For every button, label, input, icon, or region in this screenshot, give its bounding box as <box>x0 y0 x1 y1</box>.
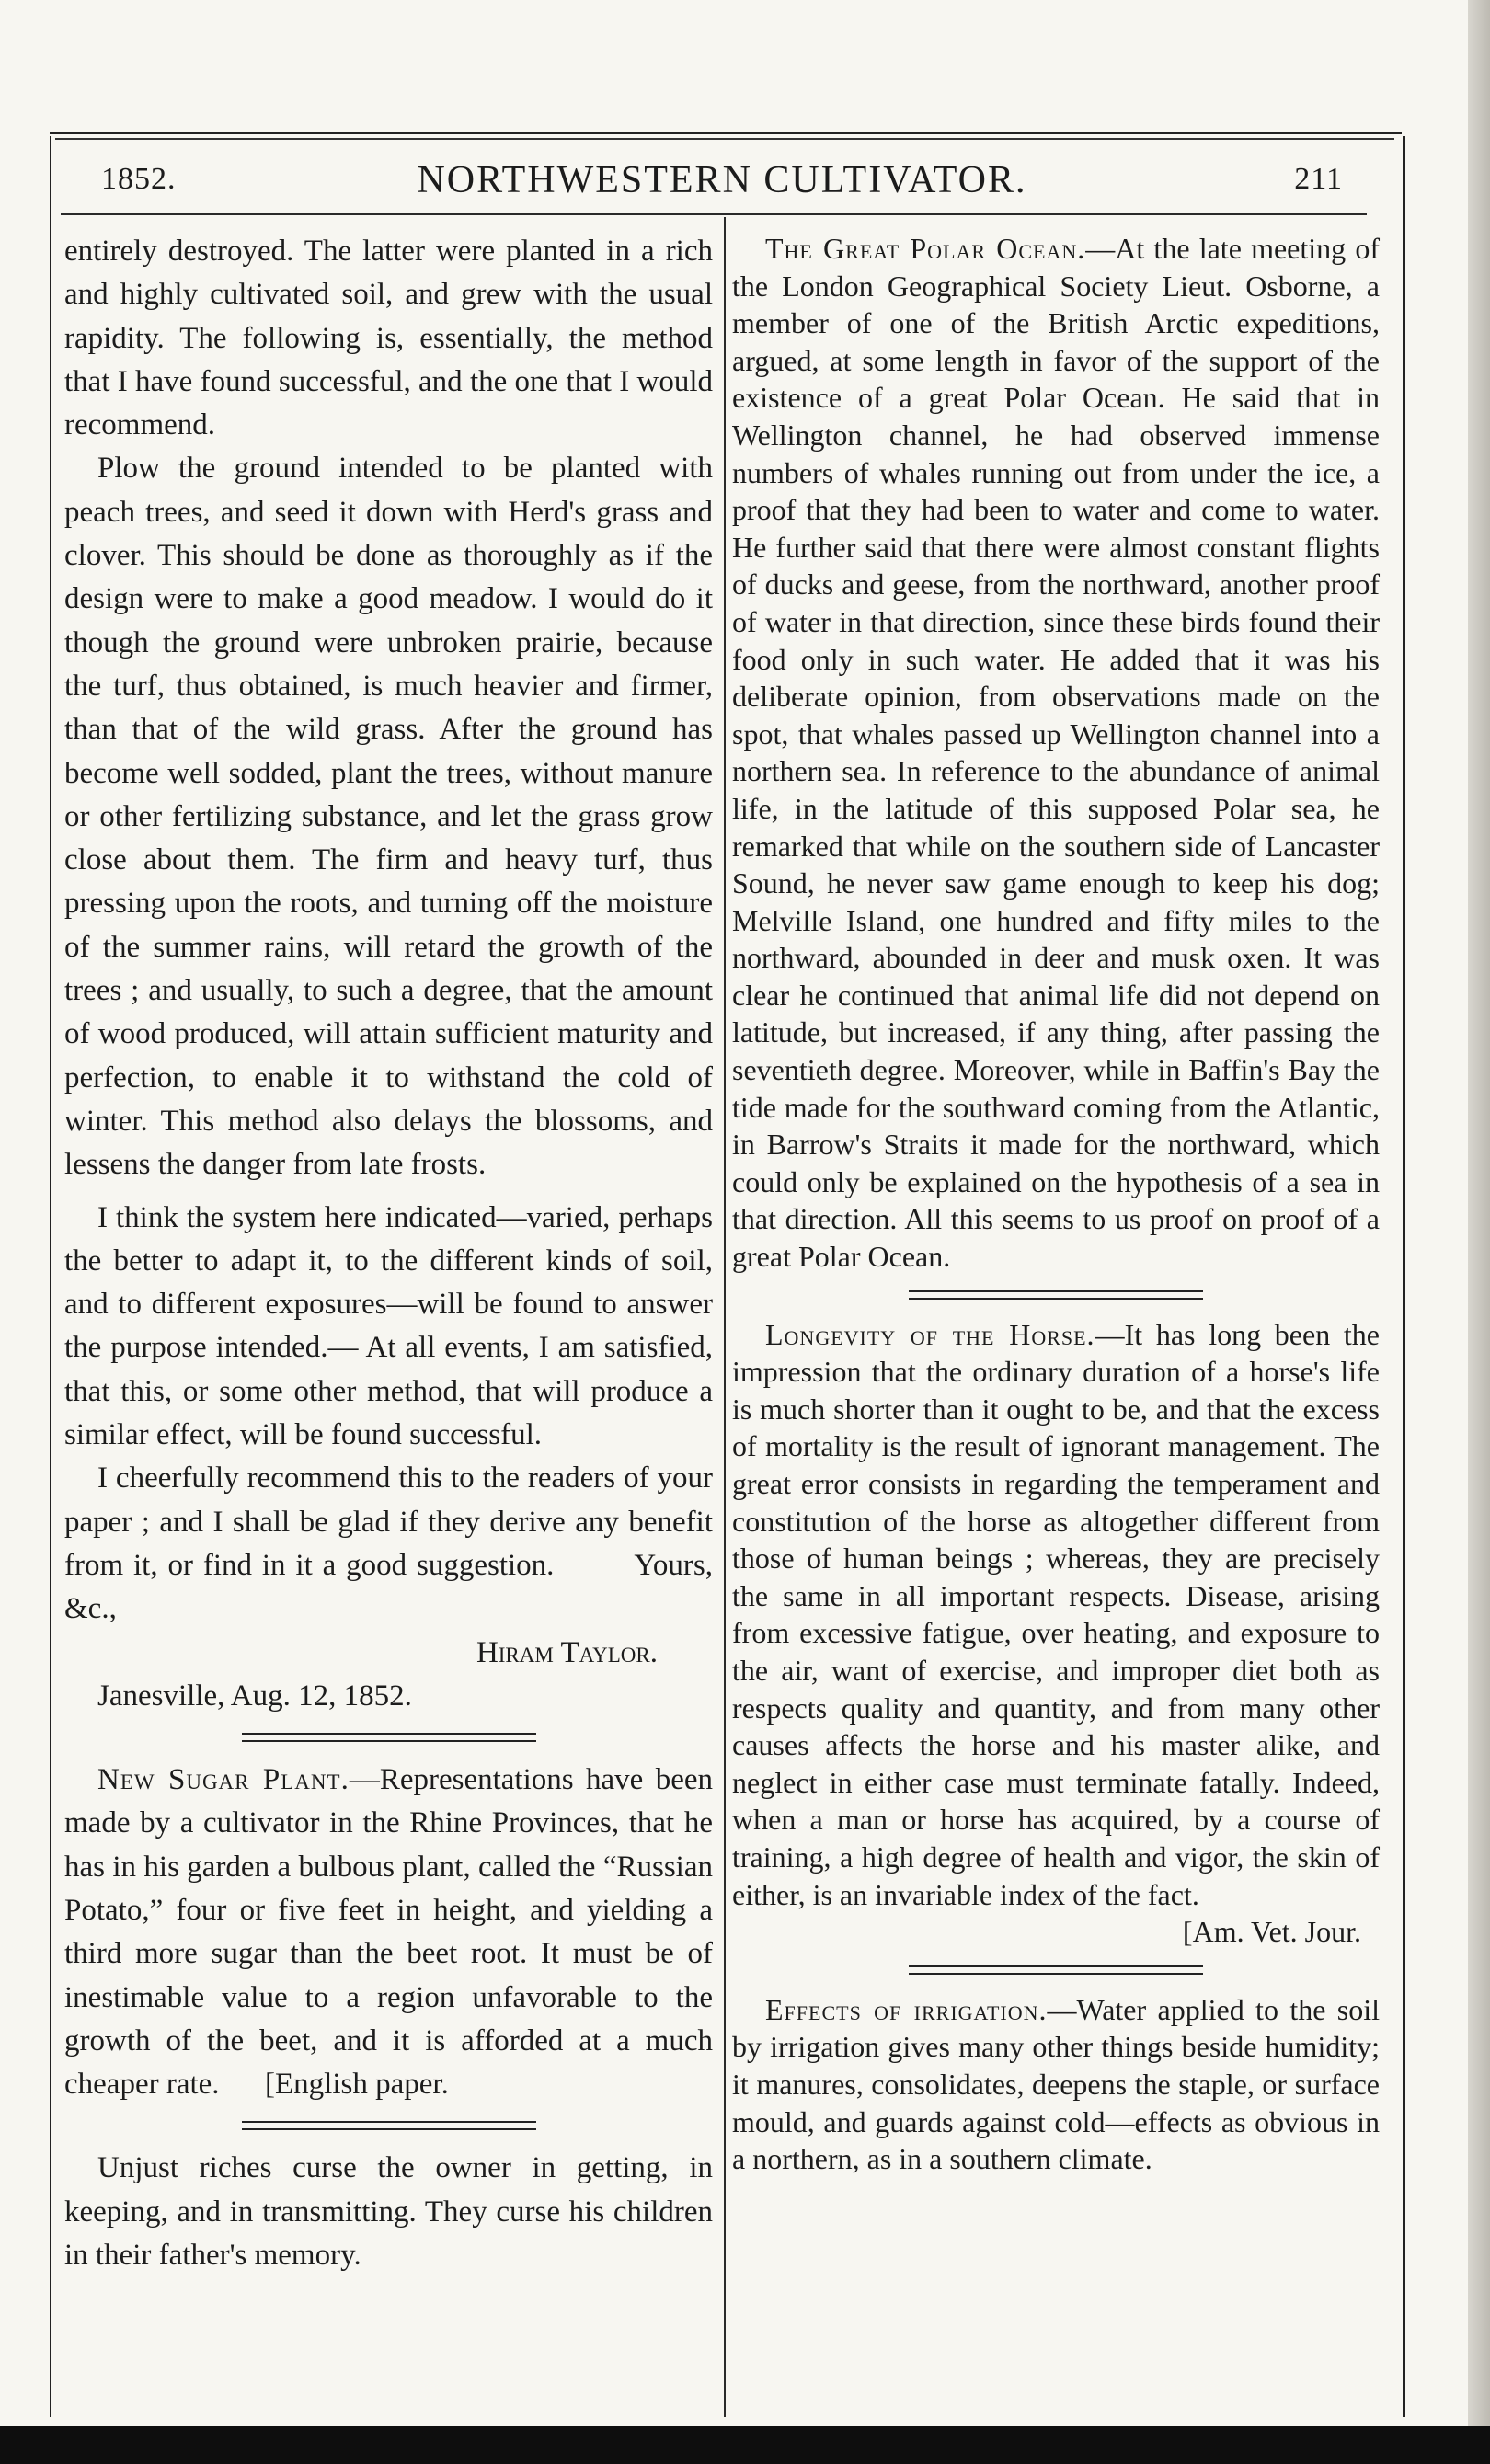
article-heading: Effects of irrigation. <box>765 1992 1048 2026</box>
citation: [English paper. <box>265 2068 449 2102</box>
masthead <box>64 155 1380 206</box>
masthead-title: NORTHWESTERN CULTIVATOR. <box>417 159 1027 201</box>
paragraph: entirely destroyed. The latter were planted in a rich and highly cultivated soil, and grew with the usual rapidity. The following is, essentially, the method that I have found successful, and the one that I would recommend. <box>64 235 713 442</box>
paragraph: Plow the ground intended to be planted with peach trees, and seed it down with Herd's grass and clover. This should be done as thoroughly as if the design were to make a good meadow. I would do it though the ground were unbroken prairie, because the turf, thus obtained, is much heavier and firmer, than that of the wild grass. After the ground has become well sodded, plant the trees, without manure or other fertilizing substance, and let the grass grow close about them. The firm and heavy turf, thus pressing upon the roots, and turning off the moisture of the summer rains, will retard the growth of the trees ; and usually, to such a degree, that the amount of wood produced, will attain sufficient maturity and perfection, to enable it to withstand the cold of winter. This method also delays the blossoms, and lessens the danger from late frosts. <box>64 452 713 1182</box>
top-rule <box>50 132 1402 134</box>
left-column <box>64 230 713 2277</box>
paragraph-text: I cheerfully recommend this to the readers of your paper ; and I shall be glad if they derive any benefit from it, or find in it a good suggestion. <box>64 1461 713 1582</box>
article-body: —Water applied to the soil by irrigation gives many other things beside humidity; it manures, consolidates, deepens the staple, or surface mould, and guards against cold—effects as obvious in a northern, as in a southern climate. <box>732 1992 1381 2176</box>
scan-border <box>0 2426 1490 2464</box>
section-ornament <box>732 1960 1380 1978</box>
masthead-year: 1852. <box>101 162 177 196</box>
paragraph: I think the system here indicated—varied, perhaps the better to adapt it, to the different kinds of soil, and to different exposures—will be found to answer the purpose intended.— At all events, I am satisfied, that this, or some other method, that will produce a similar effect, will be found successful. <box>64 1200 713 1452</box>
dateline: Janesville, Aug. 12, 1852. <box>97 1679 412 1713</box>
section-ornament <box>64 1727 713 1746</box>
paragraph: Unjust riches curse the owner in getting, in keeping, and in transmitting. They curse his children in their father's memory. <box>64 2151 713 2273</box>
page-edge <box>1468 0 1490 2464</box>
article-sugar-plant <box>64 1759 713 2106</box>
section-ornament <box>732 1285 1380 1303</box>
article-heading: Longevity of the Horse. <box>765 1317 1095 1351</box>
article-body: —It has long been the impression that the ordinary duration of a horse's life is much shorter than it ought to be, and that the excess of mortality is the result of ignorant management. The great error consists in regarding the temperament and constitution of the horse as altogether different from those of human beings ; whereas, they are precisely the same in all important respects. Disease, arising from excessive fatigue, over heating, and exposure to the air, want of exercise, and improper diet both as respects quality and quantity, and from many other causes affects the horse and his master alike, and neglect in either case must terminate fatally. Indeed, when a man or horse has acquired, by a course of training, a high degree of health and vigor, the skin of either, is an invariable index of the fact. <box>732 1317 1381 1911</box>
closing: Yours, &c., <box>64 1548 714 1626</box>
signature: Hiram Taylor. <box>476 1635 658 1669</box>
article-body: —At the late meeting of the London Geographical Society Lieut. Osborne, a member of one of the British Arctic expeditions, argued, at some length in favor of the support of the existence of a great Polar Ocean. He said that in Wellington channel, he had observed immense numbers of whales running out from under the ice, a proof that they had been to water and come to water. He further said that there were almost constant flights of ducks and geese, from the northward, another proof of water in that direction, since these birds found their food only in such water. He added that it was his deliberate opinion, from observations made on the spot, that whales passed up Wellington channel into a northern sea. In reference to the abundance of animal life, in the latitude of this supposed Polar sea, he remarked that while on the southern side of Lancaster Sound, he never saw game enough to keep his dog; Melville Island, one hundred and fifty miles to the northward, abounded in deer and musk oxen. It was clear he continued that animal life did not depend on latitude, but increased, if any thing, after passing the seventieth degree. Moreover, while in Baffin's Bay the tide made for the southward coming from the Atlantic, in Barrow's Straits it made for the northward, which could only be explained on the hypothesis of a sea in that direction. All this seems to us proof on proof of a great Polar Ocean. <box>732 232 1380 1274</box>
column-divider <box>724 217 726 2417</box>
article-body: —Representations have been made by a cultivator in the Rhine Provinces, that he has in his garden a bulbous plant, called the “Russian Potato,” four or five feet in height, and yielding a third more sugar than the beet root. It must be of inestimable value to a region unfavorable to the growth of the beet, and it is afforded at a much cheaper rate. <box>64 1763 713 2102</box>
article-horse <box>732 1316 1380 1914</box>
citation: [Am. Vet. Jour. <box>1182 1915 1361 1949</box>
page-number: 211 <box>1294 162 1343 196</box>
right-column <box>732 230 1380 2178</box>
paragraph <box>64 1457 713 1631</box>
article-polar-ocean <box>732 230 1380 1276</box>
masthead-rule <box>61 213 1367 215</box>
article-heading: New Sugar Plant. <box>97 1763 350 1797</box>
article-irrigation <box>732 1991 1380 2178</box>
section-ornament <box>64 2115 713 2134</box>
article-heading: The Great Polar Ocean. <box>765 232 1086 265</box>
